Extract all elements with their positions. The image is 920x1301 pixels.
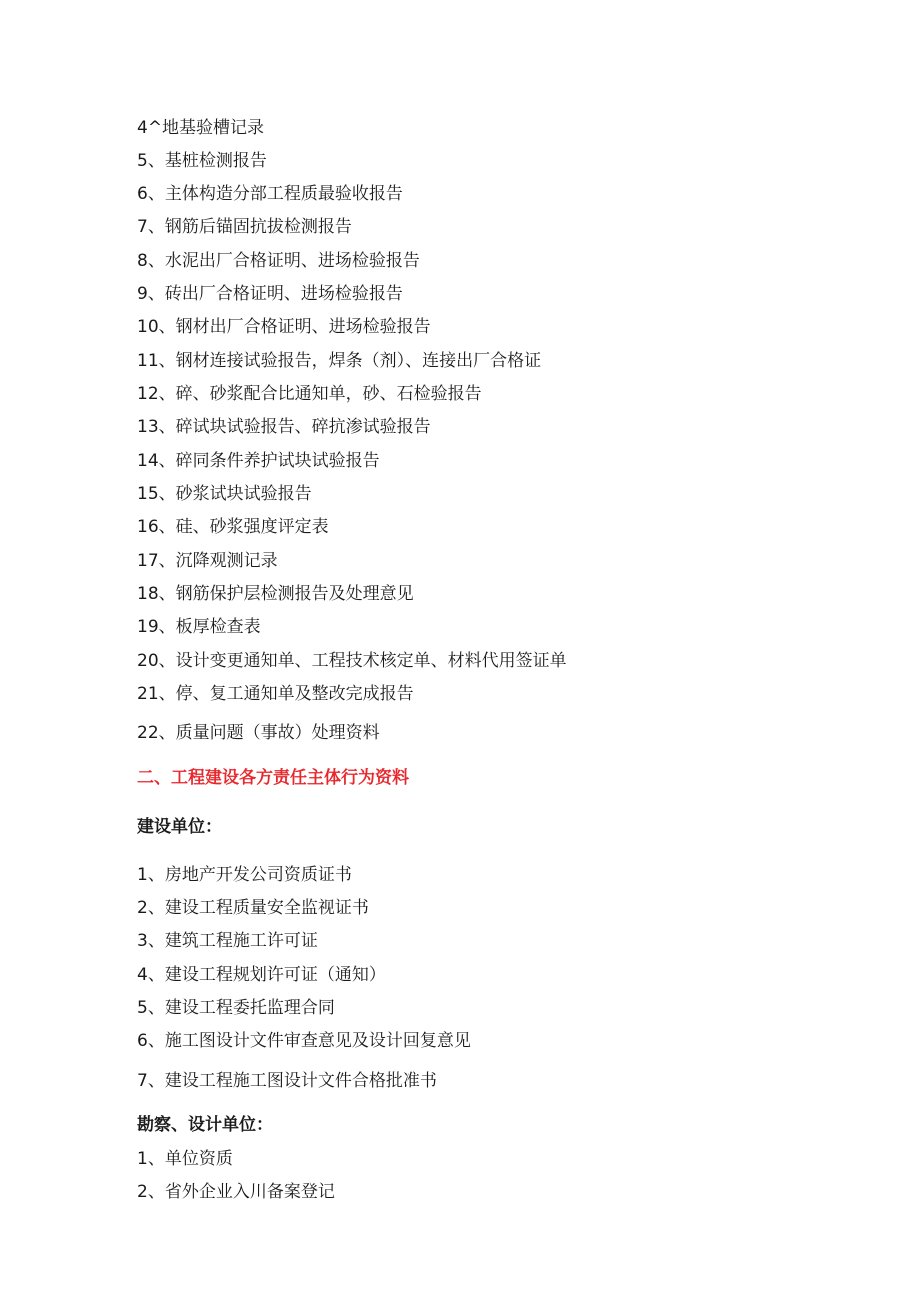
list-item: 1、房地产开发公司资质证书 — [137, 865, 352, 885]
subsection-heading-design: 勘察、设计单位： — [137, 1115, 273, 1135]
list-item: 13、碎试块试验报告、碎抗渗试验报告 — [137, 417, 431, 437]
list-item: 5、建设工程委托监理合同 — [137, 998, 335, 1018]
list-item: 11、钢材连接试验报告，焊条（剂）、连接出厂合格证 — [137, 351, 542, 371]
list-item: 7、建设工程施工图设计文件合格批准书 — [137, 1071, 437, 1091]
list-item: 10、钢材出厂合格证明、进场检验报告 — [137, 317, 431, 337]
list-item: 4、建设工程规划许可证（通知） — [137, 965, 386, 985]
list-item: 18、钢筋保护层检测报告及处理意见 — [137, 584, 414, 604]
section-heading: 二、工程建设各方责任主体行为资料 — [137, 768, 409, 788]
list-item: 2、省外企业入川备案登记 — [137, 1182, 335, 1202]
list-item: 12、碎、砂浆配合比通知单，砂、石检验报告 — [137, 384, 482, 404]
list-item: 9、砖出厂合格证明、进场检验报告 — [137, 284, 403, 304]
list-item: 15、砂浆试块试验报告 — [137, 484, 312, 504]
list-item: 8、水泥出厂合格证明、进场检验报告 — [137, 251, 420, 271]
list-item: 3、建筑工程施工许可证 — [137, 931, 318, 951]
list-item: 4^地基验槽记录 — [137, 118, 265, 138]
list-item: 5、基桩检测报告 — [137, 151, 267, 171]
list-item: 2、建设工程质量安全监视证书 — [137, 898, 369, 918]
list-item: 20、设计变更通知单、工程技术核定单、材料代用签证单 — [137, 651, 567, 671]
list-item: 22、质量问题（事故）处理资料 — [137, 723, 380, 743]
list-item: 21、停、复工通知单及整改完成报告 — [137, 684, 414, 704]
list-item: 17、沉降观测记录 — [137, 551, 278, 571]
list-item: 14、碎同条件养护试块试验报告 — [137, 451, 380, 471]
list-item: 7、钢筋后锚固抗拔检测报告 — [137, 217, 352, 237]
list-item: 16、硅、砂浆强度评定表 — [137, 517, 329, 537]
list-item: 19、板厚检查表 — [137, 617, 261, 637]
list-item: 1、单位资质 — [137, 1149, 233, 1169]
list-item: 6、主体构造分部工程质最验收报告 — [137, 184, 403, 204]
list-item: 6、施工图设计文件审查意见及设计回复意见 — [137, 1031, 471, 1051]
subsection-heading-owner: 建设单位： — [137, 817, 222, 837]
